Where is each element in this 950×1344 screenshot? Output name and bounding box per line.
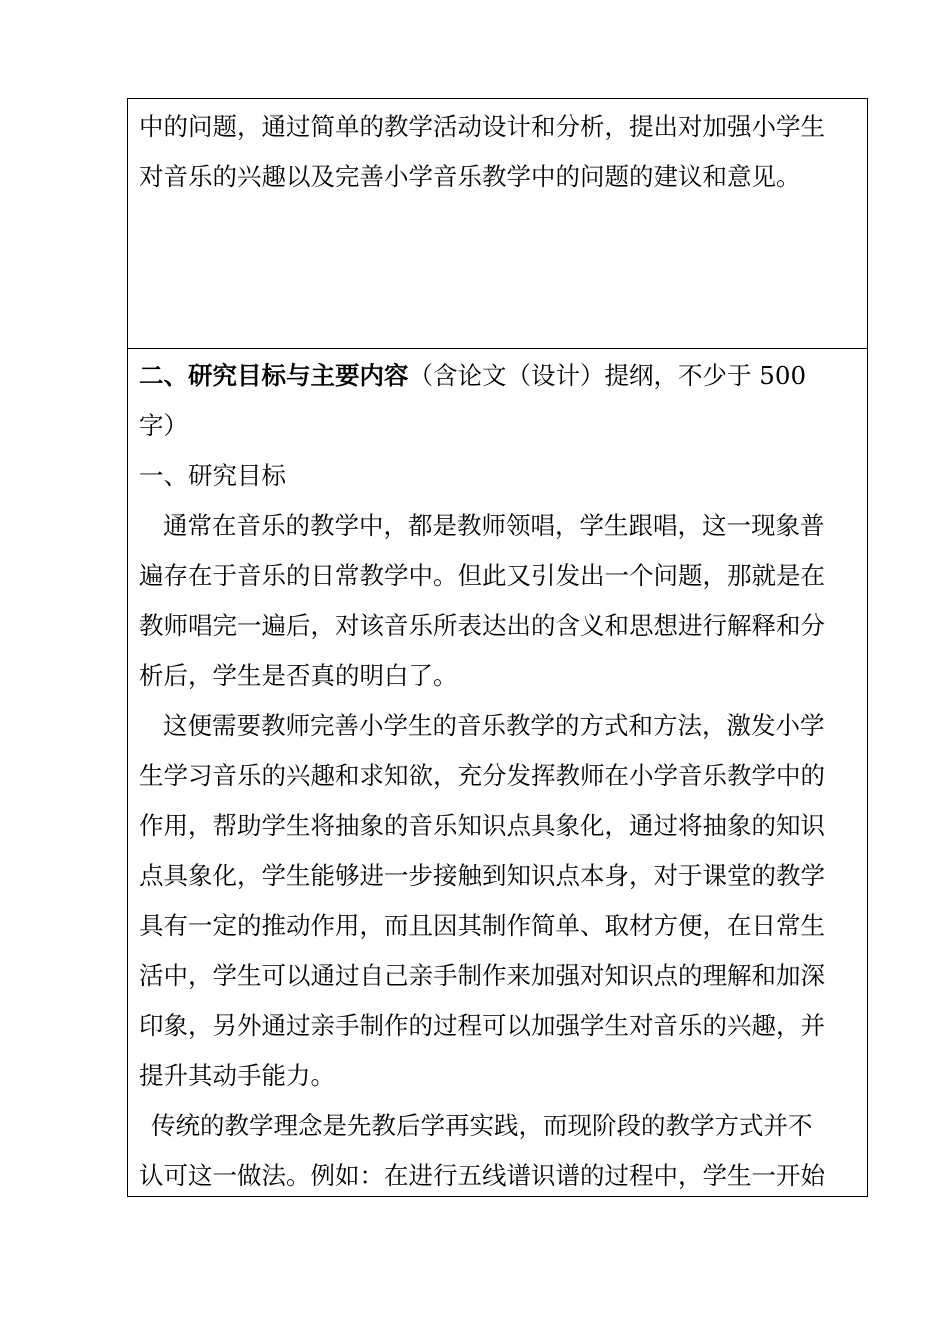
text-line: 活中，学生可以通过自己亲手制作来加强对知识点的理解和加深 [139,961,825,990]
table-cell-background [127,98,868,349]
section-heading-bold: 二、研究目标与主要内容 [139,361,409,390]
table-cell-objectives [127,348,868,1197]
text-line: 对音乐的兴趣以及完善小学音乐教学中的问题的建议和意见。 [139,162,801,191]
objectives-text [128,349,867,1201]
text-line: 教师唱完一遍后，对该音乐所表达出的含义和思想进行解释和分 [139,611,825,640]
text-line: 传统的教学理念是先教后学再实践，而现阶段的教学方式并不 [151,1111,813,1140]
text-line: 具有一定的推动作用，而且因其制作简单、取材方便，在日常生 [139,911,825,940]
text-line: 生学习音乐的兴趣和求知欲，充分发挥教师在小学音乐教学中的 [139,761,825,790]
text-line: 点具象化，学生能够进一步接触到知识点本身，对于课堂的教学 [139,861,825,890]
text-line: 通常在音乐的教学中，都是教师领唱，学生跟唱，这一现象普 [163,511,825,540]
text-line: 这便需要教师完善小学生的音乐教学的方式和方法，激发小学 [163,711,825,740]
text-line: 遍存在于音乐的日常教学中。但此又引发出一个问题，那就是在 [139,561,825,590]
text-line: 提升其动手能力。 [139,1061,335,1090]
text-line: 认可这一做法。例如：在进行五线谱识谱的过程中，学生一开始 [139,1161,825,1190]
background-text [128,99,867,202]
section-heading-cont: 字） [139,411,188,440]
text-line: 中的问题，通过简单的教学活动设计和分析，提出对加强小学生 [139,112,825,141]
text-line: 析后，学生是否真的明白了。 [139,661,458,690]
section-heading [139,351,858,401]
text-line: 作用，帮助学生将抽象的音乐知识点具象化，通过将抽象的知识 [139,811,825,840]
subheading: 一、研究目标 [139,461,286,490]
section-heading-note: （含论文（设计）提纲，不少于 500 [408,361,807,390]
text-line: 印象，另外通过亲手制作的过程可以加强学生对音乐的兴趣，并 [139,1011,825,1040]
